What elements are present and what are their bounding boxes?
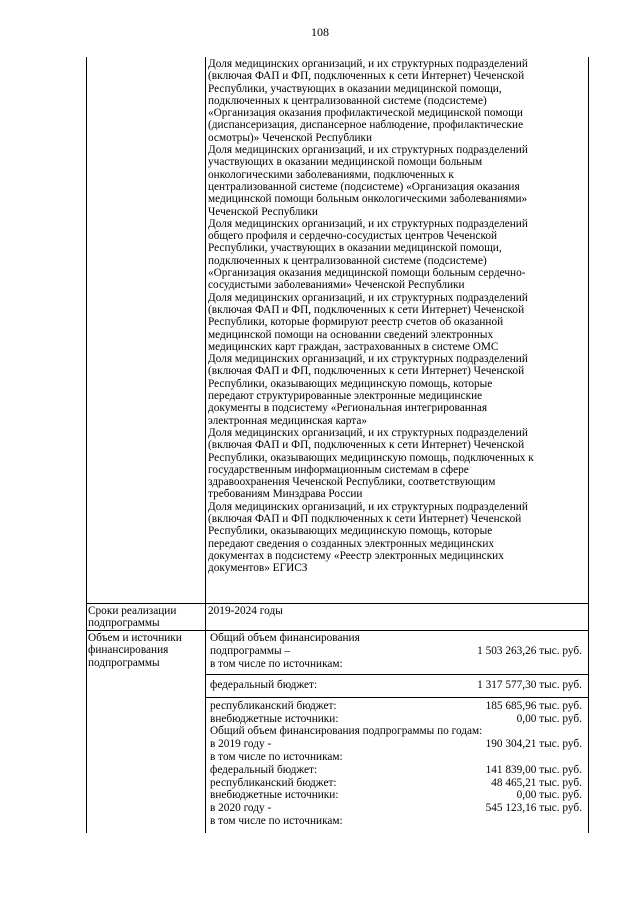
funding-sources [210, 658, 586, 670]
cell-divider-total [205, 674, 589, 675]
funding-total-line2 [210, 645, 586, 657]
indicator-line: общего профиля и сердечно-сосудистых центров Чеченской [208, 230, 498, 243]
indicator-line: Доля медицинских организаций, и их структурных подразделений [208, 144, 528, 157]
indicator-line: (включая ФАП и ФП, подключенных к сети Интернет) Чеченской [208, 303, 525, 316]
indicator-line: Доля медицинских организаций, и их структурных подразделений [208, 353, 528, 366]
funding-sources-label: в том числе по источникам: [210, 658, 343, 670]
indicator-line: медицинских карт граждан, застрахованных в системе ОМС [208, 340, 499, 353]
funding-republic-label: республиканский бюджет: [210, 700, 337, 712]
funding-label-line: финансирования [88, 644, 169, 657]
indicator-line: Доля медицинских организаций, и их структурных подразделений [208, 217, 528, 230]
cell-divider-federal [205, 697, 589, 698]
funding-2020-amount: 545 123,16 тыс. руб. [485, 802, 582, 814]
indicator-paragraph [208, 501, 586, 575]
funding-2019-offbudget-label: внебюджетные источники: [210, 789, 339, 801]
indicators-cell [208, 58, 586, 574]
passport-table [86, 57, 589, 833]
indicator-line: Доля медицинских организаций, и их структурных подразделений [208, 500, 528, 513]
funding-offbudget [210, 713, 586, 725]
indicator-line: документах в подсистему «Реестр электронных медицинских [208, 549, 504, 562]
funding-2020-label: в 2020 году - [210, 802, 272, 814]
indicator-line: участвующих в оказании медицинской помощи больным [208, 156, 483, 169]
funding-federal-amount: 1 317 577,30 тыс. руб. [477, 679, 582, 691]
table-border-left [86, 57, 87, 833]
funding-2020 [210, 802, 586, 814]
indicator-line: медицинской помощи на основании сведений электронных [208, 328, 494, 341]
indicator-line: документы в подсистему «Региональная интегрированная [208, 402, 488, 415]
indicator-line: подключенных к централизованной системе (подсистеме) [208, 254, 487, 267]
indicator-line: Республики, оказывающих медицинскую помощь, которые [208, 525, 493, 538]
indicator-paragraph [208, 218, 586, 292]
funding-2019-federal-label: федеральный бюджет: [210, 764, 318, 776]
indicator-line: (включая ФАП и ФП подключенных к сети Интернет) Чеченской [208, 512, 522, 525]
indicator-line: Республики, участвующих в оказании медицинской помощи, [208, 82, 502, 95]
funding-label-line: Объем и источники [88, 632, 182, 644]
terms-label [88, 605, 203, 630]
funding-2019 [210, 738, 586, 750]
page-number: 108 [311, 25, 329, 39]
indicator-paragraph [208, 353, 586, 427]
funding-2019-offbudget [210, 789, 586, 801]
funding-2019-republic-amount: 48 465,21 тыс. руб. [491, 777, 582, 789]
indicator-line: требованиям Минздрава России [208, 488, 363, 501]
indicator-line: здравоохранения Чеченской Республики, соответствующим [208, 476, 496, 489]
indicator-line: Республики, которые формируют реестр счетов об оказанной [208, 316, 504, 329]
funding-2019-republic [210, 777, 586, 789]
indicator-line: осмотры)» Чеченской Республики [208, 131, 373, 144]
indicator-line: «Организация оказания профилактической медицинской помощи [208, 107, 523, 120]
table-column-divider [205, 57, 206, 833]
funding-2020-sources [210, 815, 586, 827]
indicator-line: (диспансеризация, диспансерное наблюдение, профилактические [208, 119, 524, 132]
funding-total-amount: 1 503 263,26 тыс. руб. [477, 645, 582, 657]
funding-2019-amount: 190 304,21 тыс. руб. [485, 738, 582, 750]
indicator-line: Республики, участвующих в оказании медицинской помощи, [208, 242, 502, 255]
indicator-line: передают структурированные электронные медицинские [208, 390, 483, 403]
funding-label-line: подпрограммы [88, 656, 160, 669]
funding-2019-sources [210, 751, 586, 763]
row-divider-funding [86, 630, 589, 631]
row-divider-terms [86, 603, 589, 604]
funding-label [88, 632, 203, 669]
funding-total-label: Общий объем финансирования [210, 632, 360, 644]
funding-by-years [210, 725, 586, 737]
funding-total-sublabel: подпрограммы – [210, 645, 291, 657]
funding-2019-label: в 2019 году - [210, 738, 272, 750]
indicator-line: Доля медицинских организаций, и их структурных подразделений [208, 291, 528, 304]
indicator-line: передают сведения о созданных электронных медицинских [208, 537, 495, 550]
indicator-line: Республики, оказывающих медицинскую помощь, подключенных к [208, 451, 534, 464]
table-border-right [588, 57, 589, 833]
indicator-line: подключенных к централизованной системе (подсистеме) [208, 94, 487, 107]
indicator-paragraph [208, 292, 586, 353]
funding-2019-federal [210, 764, 586, 776]
funding-federal-label: федеральный бюджет: [210, 679, 318, 691]
funding-federal [210, 679, 586, 691]
funding-2019-offbudget-amount: 0,00 тыс. руб. [516, 789, 582, 801]
indicator-line: (включая ФАП и ФП, подключенных к сети Интернет) Чеченской [208, 439, 525, 452]
indicator-line: государственным информационным системам в сфере [208, 463, 469, 476]
indicator-line: Чеченской Республики [208, 205, 318, 218]
funding-2019-sources-label: в том числе по источникам: [210, 751, 343, 763]
indicator-line: (включая ФАП и ФП, подключенных к сети Интернет) Чеченской [208, 70, 525, 83]
indicator-line: медицинской помощи больным онкологическими заболеваниями» [208, 193, 528, 206]
funding-offbudget-label: внебюджетные источники: [210, 713, 339, 725]
indicator-line: документов» ЕГИСЗ [208, 562, 308, 575]
indicator-paragraph [208, 58, 586, 144]
indicator-line: Доля медицинских организаций, и их структурных подразделений [208, 58, 528, 70]
indicator-paragraph [208, 427, 586, 501]
funding-2019-federal-amount: 141 839,00 тыс. руб. [485, 764, 582, 776]
indicator-paragraph [208, 144, 586, 218]
funding-republic [210, 700, 586, 712]
terms-label-line: Сроки реализации [88, 605, 177, 617]
funding-offbudget-amount: 0,00 тыс. руб. [516, 713, 582, 725]
terms-value: 2019-2024 годы [208, 605, 283, 617]
indicator-line: централизованной системе (подсистеме) «Организация оказания [208, 180, 520, 193]
indicator-line: Республики, оказывающих медицинскую помощь, которые [208, 377, 493, 390]
funding-2019-republic-label: республиканский бюджет: [210, 777, 337, 789]
indicator-line: Доля медицинских организаций, и их структурных подразделений [208, 426, 528, 439]
terms-label-line: подпрограммы [88, 617, 160, 630]
indicator-line: «Организация оказания медицинской помощи больным сердечно- [208, 267, 526, 280]
funding-by-years-label: Общий объем финансирования подпрограммы по годам: [210, 725, 483, 737]
indicator-line: сосудистыми заболеваниями» Чеченской Республики [208, 279, 465, 292]
funding-2020-sources-label: в том числе по источникам: [210, 815, 343, 827]
funding-republic-amount: 185 685,96 тыс. руб. [485, 700, 582, 712]
indicator-line: электронная медицинская карта» [208, 414, 368, 427]
funding-total-line1 [210, 632, 586, 644]
indicator-line: онкологическими заболеваниями, подключенных к [208, 168, 454, 181]
indicator-line: (включая ФАП и ФП, подключенных к сети Интернет) Чеченской [208, 365, 525, 378]
